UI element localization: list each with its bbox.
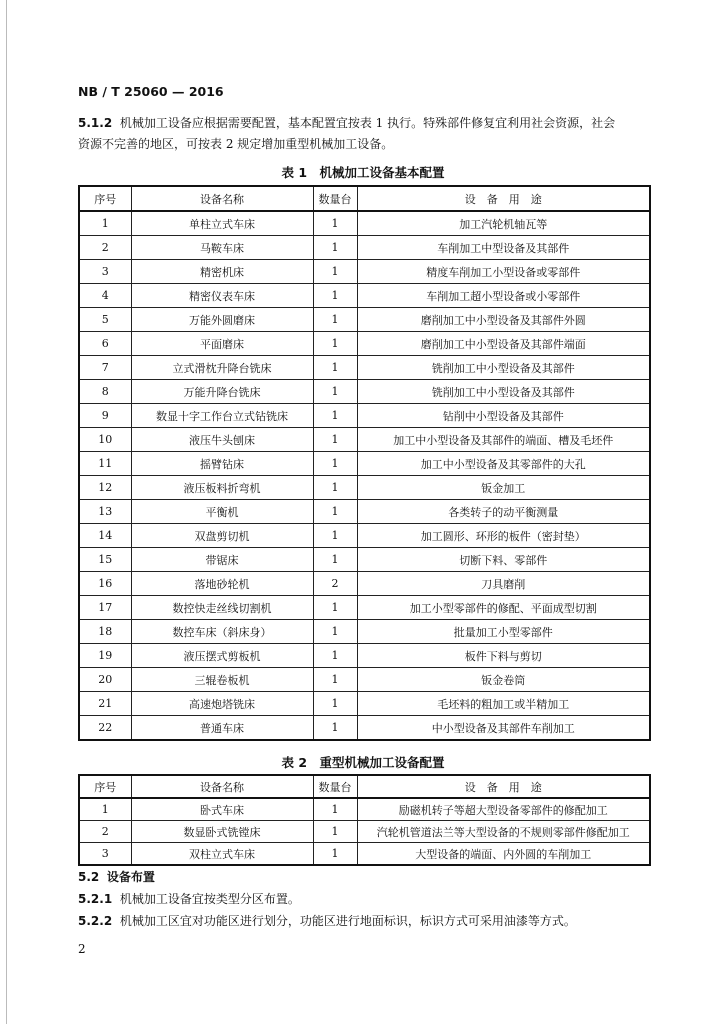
cell-purpose: 加工汽轮机轴瓦等: [357, 211, 650, 236]
cell-purpose: 加工中小型设备及其零部件的大孔: [357, 452, 650, 476]
cell-index: 14: [79, 524, 131, 548]
clause-number: 5.1.2: [78, 116, 113, 130]
table-row: [79, 211, 650, 236]
cell-index: 20: [79, 668, 131, 692]
cell-index: 10: [79, 428, 131, 452]
cell-purpose: 板件下料与剪切: [357, 644, 650, 668]
cell-index: 19: [79, 644, 131, 668]
table-row: [79, 548, 650, 572]
cell-quantity: 1: [313, 332, 357, 356]
section-5-2-heading: [78, 868, 155, 885]
table1: [78, 185, 651, 741]
cell-purpose: 车削加工中型设备及其部件: [357, 236, 650, 260]
cell-purpose: 钣金加工: [357, 476, 650, 500]
clause-text: 机械加工区宜对功能区进行划分，功能区进行地面标识，标识方式可采用油漆等方式。: [119, 914, 576, 928]
table-row: [79, 308, 650, 332]
cell-purpose: 切断下料、零部件: [357, 548, 650, 572]
table-row: [79, 236, 650, 260]
cell-index: 3: [79, 260, 131, 284]
header-index: 序号: [79, 775, 131, 798]
cell-quantity: 1: [313, 356, 357, 380]
cell-index: 12: [79, 476, 131, 500]
section-title: 设备布置: [106, 870, 155, 884]
header-equipment-name: 设备名称: [131, 186, 313, 211]
table-row: [79, 821, 650, 843]
cell-purpose: 车削加工超小型设备或小零部件: [357, 284, 650, 308]
cell-quantity: 1: [313, 524, 357, 548]
cell-index: 1: [79, 211, 131, 236]
table-row: [79, 380, 650, 404]
cell-quantity: 1: [313, 380, 357, 404]
clause-5-1-2: [78, 113, 648, 155]
cell-purpose: 磨削加工中小型设备及其部件外圆: [357, 308, 650, 332]
cell-index: 17: [79, 596, 131, 620]
cell-purpose: 加工小型零部件的修配、平面成型切割: [357, 596, 650, 620]
clause-number: 5.2.1: [78, 892, 113, 906]
cell-purpose: 励磁机转子等超大型设备零部件的修配加工: [357, 798, 650, 821]
clause-text-line2: 资源不完善的地区，可按表 2 规定增加重型机械加工设备。: [78, 137, 394, 151]
cell-equipment-name: 卧式车床: [131, 798, 313, 821]
clause-5-2-2: [78, 912, 576, 929]
cell-index: 21: [79, 692, 131, 716]
cell-index: 2: [79, 236, 131, 260]
table-row: [79, 843, 650, 866]
cell-equipment-name: 平面磨床: [131, 332, 313, 356]
header-purpose: 设 备 用 途: [357, 186, 650, 211]
cell-quantity: 1: [313, 798, 357, 821]
cell-quantity: 2: [313, 572, 357, 596]
cell-equipment-name: 液压板料折弯机: [131, 476, 313, 500]
table2-caption: 表 2 重型机械加工设备配置: [281, 755, 445, 770]
cell-equipment-name: 精密机床: [131, 260, 313, 284]
cell-equipment-name: 双盘剪切机: [131, 524, 313, 548]
table-row: [79, 332, 650, 356]
cell-index: 11: [79, 452, 131, 476]
cell-purpose: 中小型设备及其部件车削加工: [357, 716, 650, 741]
table2: [78, 774, 651, 866]
cell-index: 2: [79, 821, 131, 843]
cell-equipment-name: 带锯床: [131, 548, 313, 572]
cell-index: 18: [79, 620, 131, 644]
cell-quantity: 1: [313, 260, 357, 284]
table-header-row: [79, 775, 650, 798]
cell-purpose: 加工圆形、环形的板件（密封垫）: [357, 524, 650, 548]
header-quantity: 数量台: [313, 775, 357, 798]
table-header-row: [79, 186, 650, 211]
table-row: [79, 716, 650, 741]
cell-quantity: 1: [313, 716, 357, 741]
table-row: [79, 500, 650, 524]
cell-purpose: 钻削中小型设备及其部件: [357, 404, 650, 428]
cell-purpose: 批量加工小型零部件: [357, 620, 650, 644]
clause-5-2-1: [78, 890, 300, 907]
cell-purpose: 各类转子的动平衡测量: [357, 500, 650, 524]
cell-index: 6: [79, 332, 131, 356]
cell-equipment-name: 万能外圆磨床: [131, 308, 313, 332]
cell-quantity: 1: [313, 476, 357, 500]
table-row: [79, 798, 650, 821]
cell-quantity: 1: [313, 236, 357, 260]
cell-equipment-name: 液压牛头刨床: [131, 428, 313, 452]
table-row: [79, 260, 650, 284]
scan-edge-line: [6, 0, 7, 1024]
table-row: [79, 644, 650, 668]
cell-equipment-name: 双柱立式车床: [131, 843, 313, 866]
cell-index: 22: [79, 716, 131, 741]
cell-quantity: 1: [313, 821, 357, 843]
cell-equipment-name: 单柱立式车床: [131, 211, 313, 236]
table-row: [79, 572, 650, 596]
cell-equipment-name: 高速炮塔铣床: [131, 692, 313, 716]
table-row: [79, 404, 650, 428]
cell-index: 7: [79, 356, 131, 380]
cell-equipment-name: 数控车床（斜床身）: [131, 620, 313, 644]
table-row: [79, 668, 650, 692]
cell-equipment-name: 精密仪表车床: [131, 284, 313, 308]
cell-equipment-name: 数显卧式铣镗床: [131, 821, 313, 843]
clause-text: 机械加工设备宜按类型分区布置。: [119, 892, 300, 906]
cell-index: 16: [79, 572, 131, 596]
header-equipment-name: 设备名称: [131, 775, 313, 798]
table-row: [79, 692, 650, 716]
cell-quantity: 1: [313, 548, 357, 572]
cell-equipment-name: 数控快走丝线切割机: [131, 596, 313, 620]
cell-index: 4: [79, 284, 131, 308]
cell-index: 3: [79, 843, 131, 866]
cell-quantity: 1: [313, 211, 357, 236]
cell-purpose: 铣削加工中小型设备及其部件: [357, 380, 650, 404]
cell-equipment-name: 普通车床: [131, 716, 313, 741]
cell-quantity: 1: [313, 843, 357, 866]
cell-equipment-name: 落地砂轮机: [131, 572, 313, 596]
cell-purpose: 铣削加工中小型设备及其部件: [357, 356, 650, 380]
cell-equipment-name: 马鞍车床: [131, 236, 313, 260]
cell-purpose: 毛坯料的粗加工或半精加工: [357, 692, 650, 716]
cell-equipment-name: 万能升降台铣床: [131, 380, 313, 404]
cell-quantity: 1: [313, 668, 357, 692]
cell-purpose: 精度车削加工小型设备或零部件: [357, 260, 650, 284]
table-row: [79, 476, 650, 500]
cell-quantity: 1: [313, 596, 357, 620]
clause-text-line1: 机械加工设备应根据需要配置，基本配置宜按表 1 执行。特殊部件修复宜利用社会资源，社会: [119, 116, 616, 130]
cell-quantity: 1: [313, 692, 357, 716]
cell-equipment-name: 摇臂钻床: [131, 452, 313, 476]
cell-quantity: 1: [313, 620, 357, 644]
cell-purpose: 汽轮机管道法兰等大型设备的不规则零部件修配加工: [357, 821, 650, 843]
cell-quantity: 1: [313, 308, 357, 332]
cell-index: 15: [79, 548, 131, 572]
cell-quantity: 1: [313, 500, 357, 524]
header-purpose: 设 备 用 途: [357, 775, 650, 798]
table-row: [79, 356, 650, 380]
cell-equipment-name: 立式滑枕升降台铣床: [131, 356, 313, 380]
standard-code-header: NB / T 25060 — 2016: [78, 84, 224, 99]
cell-purpose: 磨削加工中小型设备及其部件端面: [357, 332, 650, 356]
table-row: [79, 596, 650, 620]
cell-index: 9: [79, 404, 131, 428]
cell-purpose: 大型设备的端面、内外圆的车削加工: [357, 843, 650, 866]
cell-purpose: 加工中小型设备及其部件的端面、槽及毛坯件: [357, 428, 650, 452]
page-number: 2: [78, 942, 86, 956]
cell-index: 13: [79, 500, 131, 524]
cell-purpose: 钣金卷筒: [357, 668, 650, 692]
cell-quantity: 1: [313, 404, 357, 428]
table-row: [79, 284, 650, 308]
cell-quantity: 1: [313, 452, 357, 476]
header-quantity: 数量台: [313, 186, 357, 211]
cell-equipment-name: 三辊卷板机: [131, 668, 313, 692]
table-row: [79, 524, 650, 548]
table-row: [79, 452, 650, 476]
table1-caption: 表 1 机械加工设备基本配置: [281, 165, 445, 180]
section-number: 5.2: [78, 870, 100, 884]
cell-index: 1: [79, 798, 131, 821]
table-row: [79, 620, 650, 644]
cell-quantity: 1: [313, 428, 357, 452]
cell-purpose: 刀具磨削: [357, 572, 650, 596]
cell-equipment-name: 平衡机: [131, 500, 313, 524]
cell-equipment-name: 液压摆式剪板机: [131, 644, 313, 668]
cell-equipment-name: 数显十字工作台立式钻铣床: [131, 404, 313, 428]
cell-quantity: 1: [313, 644, 357, 668]
cell-quantity: 1: [313, 284, 357, 308]
table-row: [79, 428, 650, 452]
clause-number: 5.2.2: [78, 914, 113, 928]
cell-index: 5: [79, 308, 131, 332]
cell-index: 8: [79, 380, 131, 404]
header-index: 序号: [79, 186, 131, 211]
